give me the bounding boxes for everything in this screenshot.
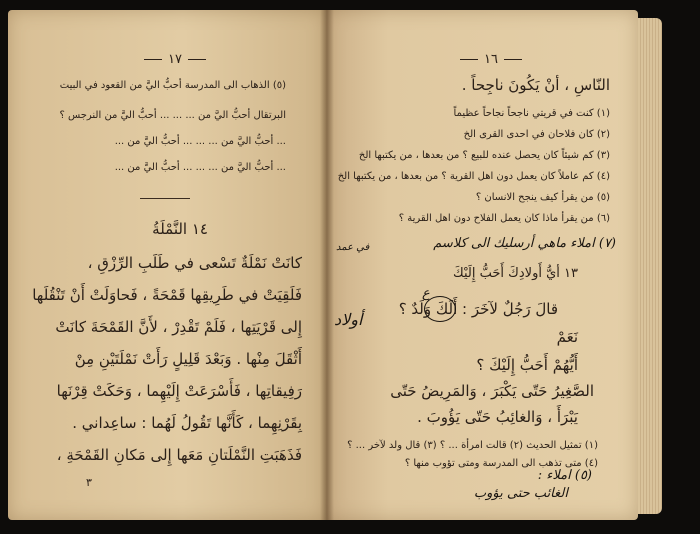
compare-line: ... أحبُّ اليَّ من ... ... ... أحبُّ اليَّ من ... — [114, 162, 286, 173]
lesson-line: أَثْقَلَ مِنْها . وَبَعْدَ قَلِيلٍ رَأَتْ نَمْلَتَيْنِ مِنْ — [74, 350, 302, 368]
left-page-number: ١٧ — [138, 52, 212, 67]
handwritten-margin-mark: ع — [422, 286, 430, 301]
handwritten-dictation: (٥) املاء : — [537, 468, 592, 483]
right-page — [326, 10, 638, 520]
handwritten-note-small: في عمد — [336, 242, 370, 253]
lesson-line: فَلَقِيَتْ في طَرِيقِها قَمْحَةً ، فَحاوَلَتْ أَنْ تَنْقُلَها — [32, 286, 302, 304]
dialogue-line: أَيُّهُمْ أَحَبُّ إِلَيْكَ ؟ — [476, 356, 578, 374]
book-gutter — [320, 10, 334, 520]
question: (٤) كم عاملاً كان يعمل دون اهل القرية ؟ من بعدها ، من يكتبها الخ — [337, 171, 610, 182]
lesson-line: رَفِيقاتِها ، فَأَسْرَعَتْ إِلَيْهِما ، وَحَكَتْ قِرْنَها — [56, 382, 302, 400]
handwritten-margin: أولاد — [334, 310, 363, 329]
lesson-title: ١٤ النَّمْلَةُ — [152, 220, 208, 238]
lesson-line: بِقَرْنِهِما ، كَأَنَّها تَقُولُ لَهُما : ساعِداني . — [72, 414, 302, 432]
question: (١) كنت في قريتي ناجحاً نجاحاً عظيماً — [453, 108, 610, 119]
dialogue-line: نَعَمْ — [556, 328, 578, 346]
handwritten-note: (٧) املاء ماهي أرسليك الى كلاسم — [433, 236, 616, 251]
question: (٦) من يقرأ ماذا كان يعمل الفلاح دون اهل القرية ؟ — [398, 213, 610, 224]
lesson-line: إِلى قَرْيَتِها ، فَلَمْ تَقْدِرْ ، لأَنَّ القَمْحَةَ كانَتْ — [55, 318, 302, 336]
question: (٢) كان فلاحان في احدى القرى الخ — [463, 129, 610, 140]
exercise-line: (٤) متى تذهب الى المدرسة ومتى تؤوب منها ؟ — [404, 458, 598, 469]
open-book — [8, 10, 696, 526]
question: (٣) كم شيئاً كان يحصل عنده للبيع ؟ من بعدها ، من يكتبها الخ — [358, 150, 610, 161]
dialogue-line: الصَّغِيرُ حَتّى يَكْبَرَ ، وَالمَرِيضُ حَتّى — [390, 382, 594, 400]
question: (٥) من يقرأ كيف ينجح الانسان ؟ — [475, 192, 610, 203]
lesson-title: ١٣ أيُّ أَولادِكَ أَحَبُّ إِلَيْكَ — [453, 266, 578, 281]
page-header-line: النّاسِ ، أنْ يَكُونَ ناجِحاً . — [461, 76, 610, 94]
right-page-number: ١٦ — [454, 52, 528, 67]
lesson-line: كانَتْ نَمْلَةٌ تَسْعى في طَلَبِ الرِّزْقِ ، — [87, 254, 302, 272]
compare-line: البرتقال أحبُّ اليَّ من ... ... ... أحبُّ اليَّ من النرجس ؟ — [59, 110, 286, 121]
page-edges — [638, 18, 662, 514]
compare-line: ... أحبُّ اليَّ من ... ... ... أحبُّ اليَّ من ... — [114, 136, 286, 147]
handwritten-dictation: الغائب حتى يؤوب — [473, 486, 568, 501]
dialogue-line: يَبْرَأَ ، وَالغائِبُ حَتّى يَؤُوبَ . — [417, 408, 578, 426]
exercise-line: (١) تمثيل الحديث (٢) قالت امرأة ... ؟ (٣) قال ولد لآخر ... ؟ — [347, 440, 598, 451]
dialogue-line: قالَ رَجُلٌ لآخَرَ : أَلَكَ وَلَدٌ ؟ — [398, 300, 558, 318]
exercise-5: (٥) الذهاب الى المدرسة أحبُّ اليَّ من القعود في البيت — [59, 80, 286, 91]
section-divider — [140, 198, 190, 199]
left-page — [8, 10, 326, 520]
footer-mark: ٣ — [86, 476, 92, 489]
lesson-line: فَذَهَبَتِ النَّمْلَتانِ مَعَها إِلى مَكانِ القَمْحَةِ ، — [56, 446, 302, 464]
